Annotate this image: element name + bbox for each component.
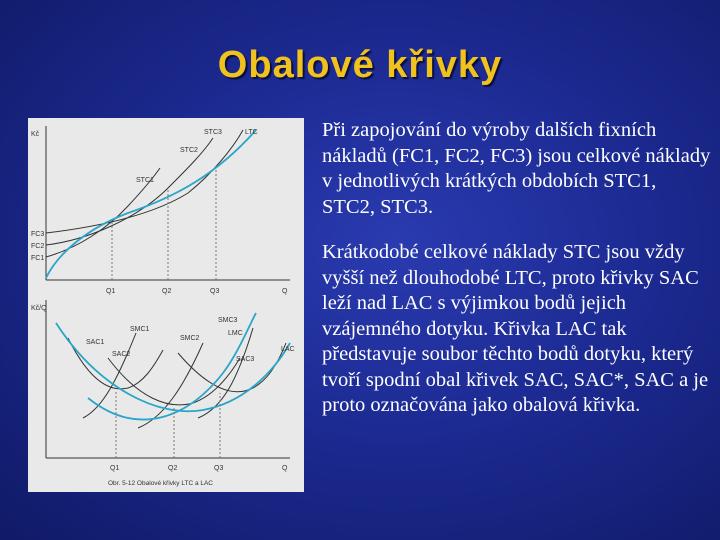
top-q2: Q2 [162, 288, 172, 295]
stc2-curve [46, 138, 213, 245]
slide-title: Obalové křivky [217, 44, 503, 86]
sac3-curve [178, 343, 286, 392]
bottom-q1: Q1 [110, 465, 120, 472]
smc2-label: SMC2 [180, 335, 200, 342]
top-q3: Q3 [210, 288, 220, 295]
cost-curves-diagram [28, 118, 304, 492]
smc1-label: SMC1 [130, 326, 150, 333]
fc1-label: FC1 [31, 255, 45, 262]
smc3-label: SMC3 [218, 317, 238, 324]
paragraph-lac: Krátkodobé celkové náklady STC jsou vždy vyšší než dlouhodobé LTC, proto křivky SAC leží nad LAC s výjimkou bodů jejich vzájemného dotyku. Křivka LAC tak představuje soubor těchto bodů dotyku, který tvoří spodní obal křivek SAC, SAC*, SAC a je proto označována jako obalová křivka. [322, 241, 709, 416]
sac3-label: SAC3 [236, 356, 255, 363]
bottom-ylabel: Kč/Q [31, 305, 47, 312]
sac1-label: SAC1 [86, 339, 105, 346]
smc3-curve [198, 328, 253, 418]
cost-curves-figure [28, 118, 304, 492]
stc3-label: STC3 [204, 129, 222, 136]
top-xlabel: Q [282, 288, 288, 295]
fc3-label: FC3 [31, 231, 45, 238]
lmc-curve [88, 313, 256, 420]
stc1-label: STC1 [136, 177, 154, 184]
slide-text [322, 118, 714, 419]
top-ylabel: Kč [31, 131, 40, 138]
lac-label: LAC [281, 346, 295, 353]
sac2-label: SAC2 [112, 351, 131, 358]
top-q1: Q1 [106, 288, 116, 295]
figure-caption: Obr. 5-12 Obalové křivky LTC a LAC [108, 480, 214, 487]
bottom-q3: Q3 [214, 465, 224, 472]
fc2-label: FC2 [31, 243, 45, 250]
ltc-curve [46, 130, 256, 278]
bottom-q2: Q2 [168, 465, 178, 472]
ltc-label: LTC [245, 129, 258, 136]
lmc-label: LMC [228, 330, 243, 337]
paragraph-stc: Při zapojování do výroby dalších fixních nákladů (FC1, FC2, FC3) jsou celkové náklady v jednotlivých krátkých obdobích STC1, STC2, STC3. [322, 119, 711, 218]
bottom-xlabel: Q [282, 465, 288, 472]
stc2-label: STC2 [180, 147, 198, 154]
sac1-curve [68, 338, 163, 389]
